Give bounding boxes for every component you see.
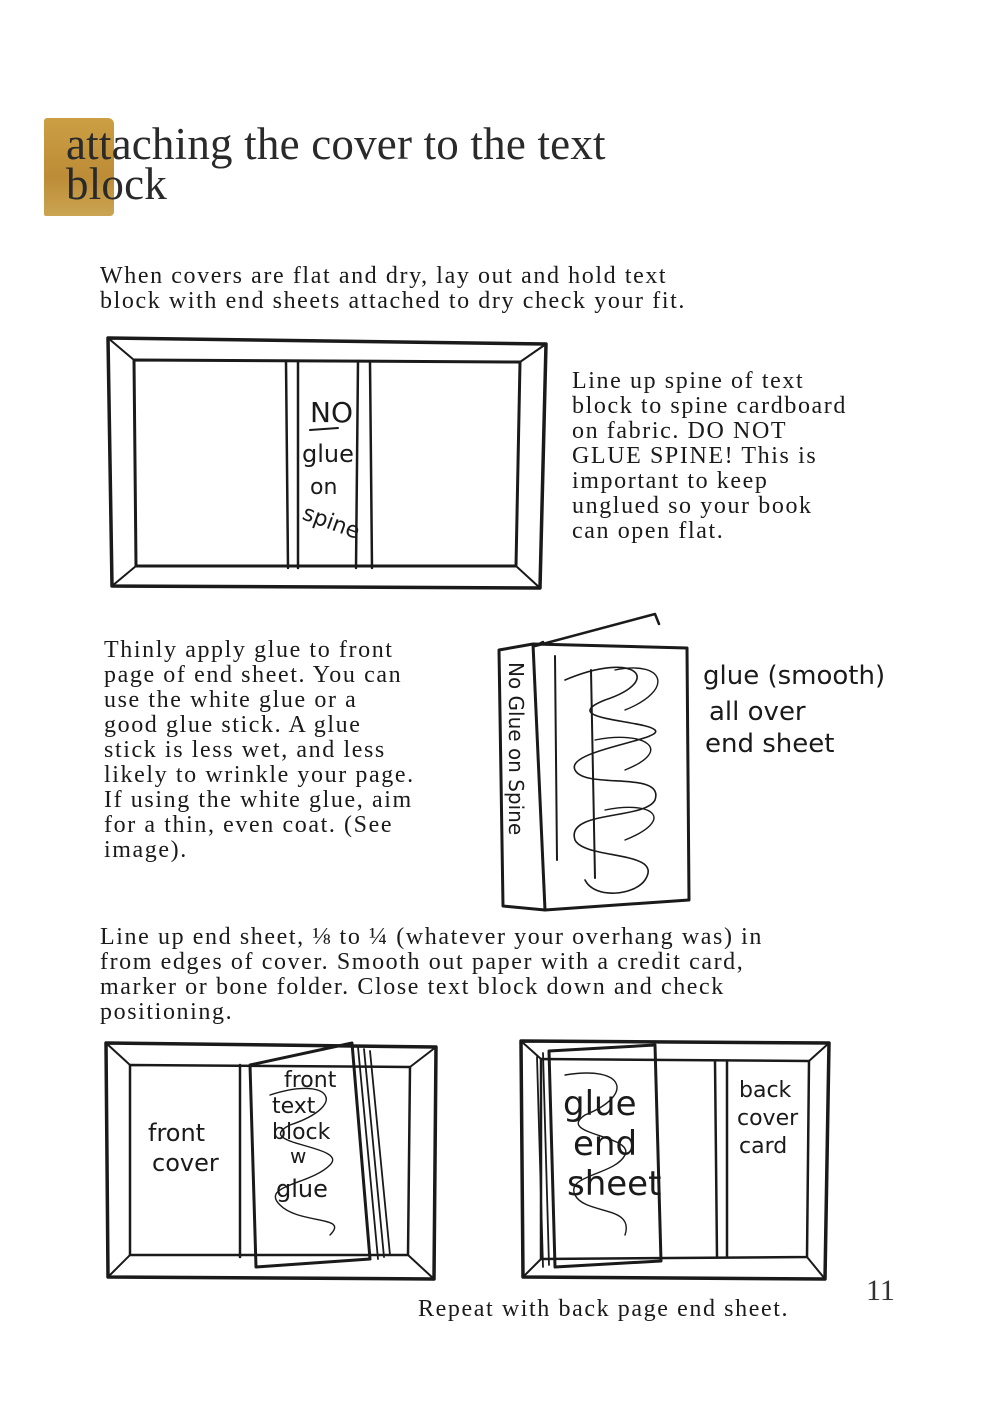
- front-cover-label-line: front: [148, 1119, 206, 1147]
- page-title-line-1: attaching the cover to the text: [66, 119, 606, 169]
- no-glue-on-spine-label: No Glue on Spine: [504, 662, 528, 836]
- page-title: [66, 119, 886, 209]
- open-cover-sketch: [100, 330, 560, 600]
- page-title-line-2: block: [66, 159, 167, 209]
- front-cover-sketch: [100, 1035, 445, 1285]
- glue-note-line: all over: [709, 697, 806, 727]
- glue-line: for a thin, even coat. (See: [104, 812, 394, 838]
- intro-line: block with end sheets attached to dry check your fit.: [100, 288, 686, 314]
- spine-paragraph: [572, 369, 912, 544]
- spine-note-line: spine: [299, 500, 364, 545]
- glue-line: stick is less wet, and less: [104, 737, 386, 763]
- lineup-line: positioning.: [100, 999, 234, 1025]
- glue-end-sheet-label-line: end: [573, 1124, 638, 1164]
- intro-paragraph: [100, 264, 860, 314]
- glue-paragraph: [104, 638, 484, 863]
- spine-line: can open flat.: [572, 518, 725, 544]
- back-cover-label-line: card: [739, 1134, 788, 1159]
- spine-note-line: glue: [302, 440, 354, 468]
- spine-note-line: on: [310, 475, 338, 500]
- glue-line: Thinly apply glue to front: [104, 637, 394, 663]
- glue-line: likely to wrinkle your page.: [104, 762, 415, 788]
- glue-line: good glue stick. A glue: [104, 712, 362, 738]
- front-block-label-line: block: [272, 1120, 331, 1145]
- lineup-line: marker or bone folder. Close text block down and check: [100, 974, 725, 1000]
- spine-line: block to spine cardboard: [572, 393, 847, 419]
- repeat-note: Repeat with back page end sheet.: [418, 1296, 790, 1322]
- spine-line: unglued so your book: [572, 493, 813, 519]
- front-cover-label-line: cover: [152, 1149, 219, 1177]
- glue-end-sheet-label-line: glue: [563, 1084, 637, 1124]
- back-cover-sketch: [515, 1035, 835, 1285]
- glue-line: image).: [104, 837, 188, 863]
- glue-note-line: glue (smooth): [703, 661, 886, 691]
- spine-note-line: NO: [310, 396, 353, 429]
- lineup-line: from edges of cover. Smooth out paper with a credit card,: [100, 949, 745, 975]
- back-cover-label-line: cover: [737, 1106, 799, 1131]
- back-cover-label-line: back: [739, 1078, 792, 1103]
- front-block-label-line: glue: [276, 1175, 328, 1203]
- glue-line: If using the white glue, aim: [104, 787, 413, 813]
- front-block-label-line: text: [272, 1094, 316, 1119]
- spine-line: important to keep: [572, 468, 769, 494]
- front-block-label-line: w: [290, 1144, 307, 1168]
- spine-line: Line up spine of text: [572, 368, 805, 394]
- glue-end-sheet-label-line: sheet: [567, 1164, 662, 1204]
- glue-line: page of end sheet. You can: [104, 662, 403, 688]
- lineup-line: Line up end sheet, ⅛ to ¼ (whatever your overhang was) in: [100, 924, 764, 950]
- glue-line: use the white glue or a: [104, 687, 358, 713]
- glue-note-line: end sheet: [705, 729, 835, 759]
- intro-line: When covers are flat and dry, lay out and hold text: [100, 263, 668, 289]
- page-number: 11: [866, 1274, 895, 1307]
- glue-end-sheet-sketch: [495, 610, 895, 920]
- front-block-label-line: front: [284, 1068, 337, 1093]
- spine-line: on fabric. DO NOT: [572, 418, 788, 444]
- lineup-paragraph: [100, 925, 920, 1025]
- spine-line: GLUE SPINE! This is: [572, 443, 818, 469]
